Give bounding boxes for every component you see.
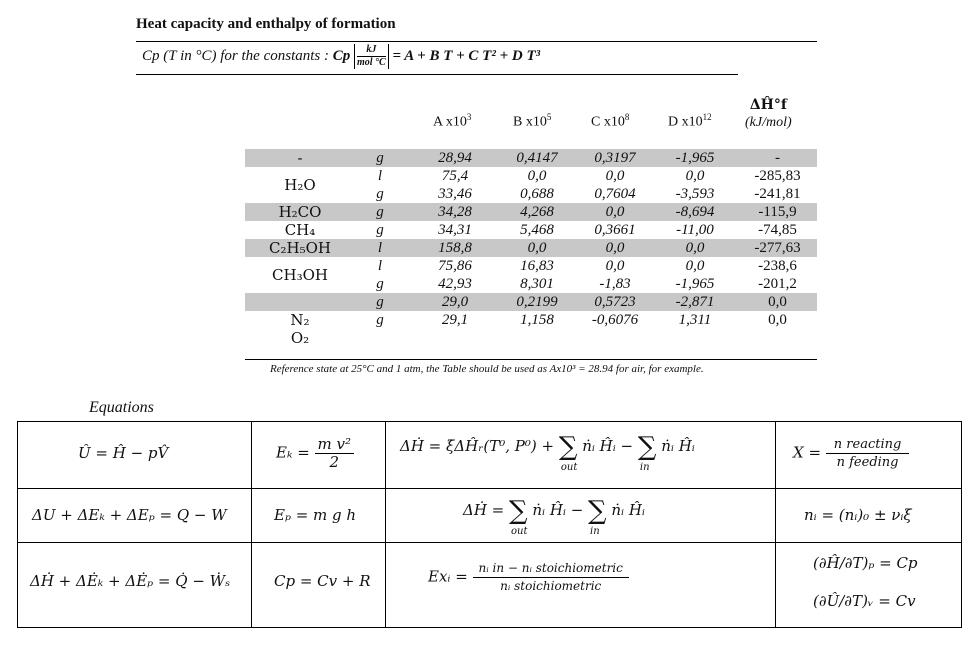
cell-b: 16,83 bbox=[520, 258, 554, 274]
cp-prefix: Cp (T in °C) for the constants : bbox=[142, 47, 333, 64]
grid-divider bbox=[385, 422, 386, 627]
species-methanol: CH₃OH bbox=[272, 266, 328, 284]
header-c: C $x10^8$ bbox=[591, 112, 630, 130]
cell-a: 75,86 bbox=[438, 258, 472, 274]
eq-internal-energy: Û = Ĥ − pV̂ bbox=[78, 444, 169, 462]
cell-d: -8,694 bbox=[675, 204, 715, 220]
grid-divider bbox=[251, 422, 252, 627]
cell-a: 158,8 bbox=[438, 240, 472, 256]
eq-excess: Exᵢ = nᵢ in − nᵢ stoichiometric nᵢ stoichiometric bbox=[428, 560, 629, 595]
cell-a: 29,0 bbox=[441, 294, 469, 310]
cell-b: 0,4147 bbox=[516, 150, 558, 166]
cell-dh: - bbox=[775, 150, 780, 166]
cell-a: 33,46 bbox=[438, 186, 472, 202]
cell-c: 0,5723 bbox=[594, 294, 636, 310]
cell-phase: g bbox=[376, 294, 384, 310]
eq-first-law: ΔU + ΔEₖ + ΔEₚ = Q − W bbox=[32, 506, 227, 524]
cell-b: 0,2199 bbox=[516, 294, 558, 310]
cell-d: 0,0 bbox=[685, 240, 705, 256]
cell-b: 0,0 bbox=[527, 240, 547, 256]
cell-b: 0,0 bbox=[527, 168, 547, 184]
cell-d: -3,593 bbox=[675, 186, 715, 202]
equations-grid bbox=[17, 421, 962, 628]
species-ethanol: C₂H₅OH bbox=[269, 239, 331, 257]
table-rule bbox=[245, 359, 817, 360]
eq-cv-partial: (∂Û/∂T)ᵥ = Cv bbox=[813, 592, 916, 610]
cell-dh: -74,85 bbox=[758, 222, 797, 238]
reference-note: Reference state at 25°C and 1 atm, the Table should be used as Ax10³ = 28.94 for air, for example. bbox=[270, 363, 704, 375]
cell-dh: 0,0 bbox=[768, 312, 787, 328]
cell-b: 4,268 bbox=[520, 204, 554, 220]
cp-symbol: Cp bbox=[332, 47, 351, 64]
cp-unit-num: kJ bbox=[357, 44, 386, 57]
eq-potential-energy: Eₚ = m g h bbox=[274, 506, 357, 524]
cell-dh: -115,9 bbox=[758, 204, 797, 220]
cell-d: 0,0 bbox=[685, 168, 705, 184]
eq-cp-partial: (∂Ĥ/∂T)ₚ = Cp bbox=[813, 554, 918, 572]
cell-c: 0,0 bbox=[605, 204, 625, 220]
eq-reaction-enthalpy: ΔḢ = ξ̇ΔĤᵣ(T⁰, P⁰) + ∑ out ṅᵢ Ĥᵢ − ∑ in ṅᵢ Ĥᵢ bbox=[400, 432, 695, 473]
species-air: - bbox=[297, 149, 303, 167]
species-methane: CH₄ bbox=[284, 221, 316, 239]
species-water: H₂O bbox=[284, 176, 316, 194]
header-b: B $x10^5$ bbox=[513, 112, 552, 130]
cell-c: 0,7604 bbox=[594, 186, 636, 202]
cell-d: -11,00 bbox=[676, 222, 714, 238]
grid-divider bbox=[18, 542, 961, 543]
cell-a: 28,94 bbox=[438, 150, 472, 166]
cell-a: 34,28 bbox=[438, 204, 472, 220]
cell-c: 0,3197 bbox=[594, 150, 636, 166]
cell-d: -1,965 bbox=[675, 150, 715, 166]
cell-c: 0,3661 bbox=[594, 222, 636, 238]
eq-conversion: X = n reacting n feeding bbox=[793, 436, 909, 471]
cell-dh: -201,2 bbox=[758, 276, 797, 292]
cell-c: -1,83 bbox=[599, 276, 631, 292]
cell-dh: 0,0 bbox=[768, 294, 787, 310]
header-dh bbox=[745, 96, 792, 132]
cell-dh: -285,83 bbox=[754, 168, 801, 184]
species-formaldehyde: H₂CO bbox=[278, 203, 322, 221]
cp-definition bbox=[142, 44, 540, 69]
cell-c: 0,0 bbox=[605, 240, 625, 256]
species-nitrogen: N₂ bbox=[290, 311, 310, 329]
cell-phase: l bbox=[377, 258, 383, 274]
grid-divider bbox=[775, 422, 776, 627]
eq-nonreaction-enthalpy: ΔḢ = ∑ out ṅᵢ Ĥᵢ − ∑ in ṅᵢ Ĥᵢ bbox=[463, 496, 645, 537]
cell-d: 0,0 bbox=[685, 258, 705, 274]
equations-heading: Equations bbox=[89, 399, 154, 416]
cell-b: 8,301 bbox=[520, 276, 554, 292]
cell-phase: g bbox=[376, 150, 384, 166]
cell-phase: l bbox=[377, 168, 383, 184]
cell-phase: g bbox=[376, 312, 384, 328]
cell-b: 1,158 bbox=[520, 312, 554, 328]
header-dh-symbol: ΔĤ°f bbox=[749, 97, 787, 113]
cell-dh: -277,63 bbox=[754, 240, 801, 256]
cp-rule bbox=[136, 74, 738, 75]
cp-unit bbox=[354, 44, 389, 69]
eq-cp-cv: Cp = Cv + R bbox=[274, 572, 371, 590]
header-d: D $x10^{12}$ bbox=[668, 112, 712, 130]
cell-phase: l bbox=[377, 240, 383, 256]
cell-d: -2,871 bbox=[675, 294, 715, 310]
cell-dh: -241,81 bbox=[754, 186, 801, 202]
cp-unit-den: mol °C bbox=[357, 57, 386, 68]
eq-moles: nᵢ = (nᵢ)₀ ± νᵢξ bbox=[804, 506, 912, 524]
species-oxygen: O₂ bbox=[290, 329, 310, 347]
cell-b: 0,688 bbox=[520, 186, 554, 202]
cell-d: 1,311 bbox=[678, 312, 712, 328]
cell-b: 5,468 bbox=[520, 222, 554, 238]
page-title: Heat capacity and enthalpy of formation bbox=[136, 16, 396, 32]
header-dh-unit: (kJ/mol) bbox=[745, 115, 792, 130]
cell-phase: g bbox=[376, 186, 384, 202]
cell-dh: -238,6 bbox=[758, 258, 797, 274]
eq-open-first-law: ΔḢ + ΔĖₖ + ΔĖₚ = Q̇ − Ẇₛ bbox=[30, 572, 231, 590]
grid-divider bbox=[18, 488, 961, 489]
cell-c: 0,0 bbox=[605, 258, 625, 274]
table-row bbox=[245, 293, 817, 311]
cell-phase: g bbox=[376, 276, 384, 292]
cell-a: 75,4 bbox=[441, 168, 469, 184]
cell-c: -0,6076 bbox=[591, 312, 639, 328]
cell-phase: g bbox=[376, 204, 384, 220]
cell-d: -1,965 bbox=[675, 276, 715, 292]
header-a: A $x10^3$ bbox=[433, 112, 472, 130]
cell-c: 0,0 bbox=[605, 168, 625, 184]
cell-a: 34,31 bbox=[438, 222, 472, 238]
title-rule bbox=[136, 41, 817, 42]
cell-a: 29,1 bbox=[441, 312, 469, 328]
cell-phase: g bbox=[376, 222, 384, 238]
cell-a: 42,93 bbox=[438, 276, 472, 292]
eq-kinetic-energy: Eₖ = $\frac{\text{m v²}}{2}$ bbox=[276, 436, 354, 471]
cp-formula: = A + B T + C T² + D T³ bbox=[392, 47, 541, 64]
